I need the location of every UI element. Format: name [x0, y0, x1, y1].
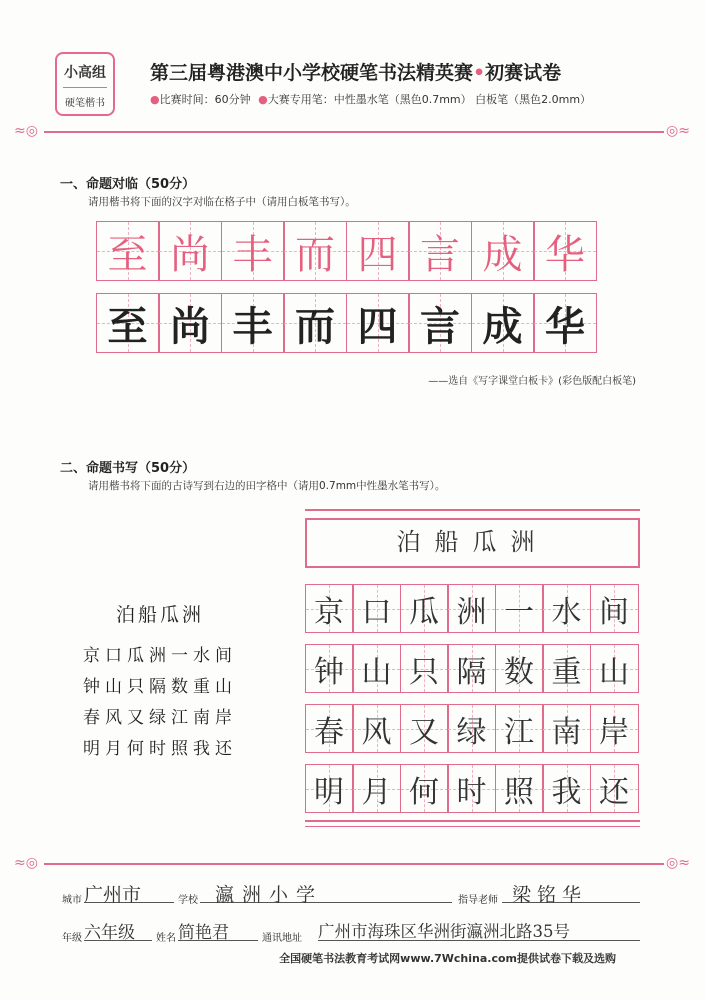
written-char: 一: [504, 594, 534, 630]
swirl-ornament-icon: ◎≈: [666, 123, 690, 139]
model-char-row: [97, 221, 597, 281]
group-label: 小高组: [64, 65, 106, 81]
poem-grid-bottom-rule-thin: [305, 826, 640, 827]
written-char: 还: [599, 774, 629, 810]
written-char: 春: [314, 714, 344, 750]
copied-char: 言: [420, 302, 460, 350]
grid-cell: [221, 221, 285, 281]
poem-grid-cell: [495, 704, 544, 753]
grade-value: 六年级: [84, 923, 135, 943]
poem-grid-cell: [590, 584, 639, 633]
copied-char: 华: [545, 302, 585, 350]
section2-heading: 二、命题书写（50分）: [60, 461, 196, 476]
poem-grid-cell: [352, 704, 401, 753]
grid-cell: [408, 221, 472, 281]
grid-cell: [346, 293, 410, 353]
grid-cell: [471, 293, 535, 353]
exam-info: ●比赛时间：60分钟 ●大赛专用笔：中性墨水笔（黑色0.7mm） 白板笔（黑色2.0mm）: [150, 93, 592, 106]
teacher-field[interactable]: [502, 880, 640, 906]
poem-grid-bottom-rule: [305, 820, 640, 822]
poem-grid-cell: [305, 704, 354, 753]
group-sub-label: 硬笔楷书: [65, 98, 105, 109]
pen-info: 大赛专用笔：中性墨水笔（黑色0.7mm） 白板笔（黑色2.0mm）: [267, 93, 592, 106]
poem-grid-row: [306, 764, 639, 813]
poem-line: 春风又绿江南岸: [83, 708, 237, 728]
poem-grid-top-rule: [305, 509, 640, 511]
poem-grid-cell: [305, 644, 354, 693]
poem-grid-row: [306, 644, 639, 693]
poem-grid-cell: [305, 584, 354, 633]
address-field[interactable]: [318, 918, 640, 941]
grid-cell: [283, 293, 347, 353]
written-char: 重: [551, 654, 582, 690]
address-value: 广州市海珠区华洲街瀛洲北路35号: [318, 922, 570, 941]
title-dot: •: [473, 62, 486, 84]
copied-char: 丰: [232, 302, 273, 350]
poem-grid-cell: [590, 704, 639, 753]
poem-grid-cell: [542, 644, 591, 693]
written-char: 何: [409, 774, 439, 810]
name-label: 姓名: [156, 933, 176, 944]
swirl-ornament-icon: ≈◎: [14, 855, 38, 871]
copied-char-row: [97, 293, 597, 353]
city-field[interactable]: [84, 880, 174, 906]
written-char: 隔: [456, 654, 487, 690]
grid-cell: [533, 293, 597, 353]
poem-line: 京口瓜洲一水间: [83, 646, 237, 666]
written-char: 口: [361, 594, 392, 630]
grid-cell: [96, 293, 160, 353]
grid-cell: [96, 221, 160, 281]
title-suffix: 初赛试卷: [485, 62, 562, 84]
copied-char: 尚: [170, 302, 210, 350]
poem-grid-cell: [447, 584, 496, 633]
poem-title: 泊船瓜洲: [115, 604, 204, 626]
bottom-divider: [44, 863, 664, 865]
poem-grid-cell: [495, 584, 544, 633]
model-poem: [60, 600, 260, 765]
copied-char: 而: [295, 302, 335, 350]
poem-grid-cell: [400, 644, 449, 693]
grid-cell: [533, 221, 597, 281]
poem-grid-cell: [352, 644, 401, 693]
poem-grid-cell: [400, 704, 449, 753]
written-char: 洲: [456, 594, 487, 630]
grid-cell: [221, 293, 285, 353]
copied-char: 四: [357, 302, 398, 350]
written-char: 山: [599, 654, 629, 690]
written-char: 京: [314, 594, 344, 630]
source-note: ——选自《写字课堂白板卡》(彩色版配白板笔): [428, 376, 636, 387]
time-info: 比赛时间：60分钟: [159, 93, 251, 106]
teacher-value: 梁铭华: [512, 884, 588, 906]
poem-grid-cell: [542, 704, 591, 753]
poem-grid-cell: [352, 764, 401, 813]
written-char: 岸: [599, 714, 629, 750]
school-label: 学校: [178, 895, 198, 906]
page-title: 第三届粤港澳中小学校硬笔书法精英赛•初赛试卷: [150, 62, 562, 84]
written-poem-title: 泊船瓜洲: [305, 518, 640, 568]
written-char: 绿: [456, 714, 487, 750]
poem-grid-cell: [447, 764, 496, 813]
written-char: 水: [551, 594, 582, 630]
poem-grid-cell: [305, 764, 354, 813]
model-char: 尚: [170, 231, 210, 278]
poem-grid-cell: [495, 764, 544, 813]
model-char: 华: [545, 231, 585, 278]
written-char: 又: [409, 714, 439, 750]
written-char: 明: [314, 774, 344, 810]
section1-heading: 一、命题对临（50分）: [60, 177, 196, 192]
grid-cell: [158, 293, 222, 353]
grid-cell: [471, 221, 535, 281]
poem-line: 钟山只隔数重山: [83, 677, 237, 697]
poem-grid-cell: [542, 764, 591, 813]
poem-grid-row: [306, 704, 639, 753]
poem-grid-cell: [495, 644, 544, 693]
model-char: 丰: [232, 231, 273, 278]
grid-cell: [346, 221, 410, 281]
section1-instruction: 请用楷书将下面的汉字对临在格子中（请用白板笔书写）。: [88, 196, 356, 208]
name-value: 简艳君: [178, 923, 229, 943]
model-char: 言: [420, 231, 460, 278]
school-value: 瀛洲小学: [215, 884, 324, 906]
poem-grid-cell: [447, 644, 496, 693]
grade-label: 年级: [62, 933, 82, 944]
poem-grid-cell: [400, 584, 449, 633]
teacher-label: 指导老师: [458, 895, 498, 906]
school-field[interactable]: [200, 880, 452, 906]
written-char: 山: [361, 654, 392, 690]
written-char: 南: [551, 714, 582, 750]
written-char: 我: [551, 774, 582, 810]
address-label: 通讯地址: [262, 933, 302, 944]
model-char: 成: [482, 231, 523, 278]
poem-grid-cell: [352, 584, 401, 633]
written-char: 瓜: [409, 594, 439, 630]
footer-note: 全国硬笔书法教育考试网www.7Wchina.com提供试卷下载及选购: [279, 952, 616, 965]
name-field[interactable]: [178, 918, 258, 941]
model-char: 而: [295, 231, 335, 278]
model-char: 至: [107, 231, 148, 278]
written-char: 间: [599, 594, 629, 630]
city-value: 广州市: [84, 884, 142, 906]
grid-cell: [408, 293, 472, 353]
poem-grid-cell: [590, 644, 639, 693]
written-char: 数: [504, 654, 534, 690]
poem-grid-cell: [542, 584, 591, 633]
swirl-ornament-icon: ◎≈: [666, 855, 690, 871]
city-label: 城市: [62, 895, 82, 906]
written-char: 江: [504, 714, 534, 750]
poem-grid-cell: [447, 704, 496, 753]
section2-instruction: 请用楷书将下面的古诗写到右边的田字格中（请用0.7mm中性墨水笔书写）。: [88, 480, 446, 492]
poem-line: 明月何时照我还: [83, 739, 237, 759]
poem-grid-row: [306, 584, 639, 633]
written-char: 照: [504, 774, 534, 810]
written-char: 时: [456, 774, 487, 810]
copied-char: 成: [482, 302, 523, 350]
poem-grid-cell: [400, 764, 449, 813]
poem-grid-cell: [590, 764, 639, 813]
swirl-ornament-icon: ≈◎: [14, 123, 38, 139]
written-char: 只: [409, 654, 439, 690]
model-char: 四: [357, 231, 398, 278]
top-divider: [44, 131, 664, 133]
group-badge: [55, 52, 115, 116]
grade-field[interactable]: [84, 918, 152, 941]
copied-char: 至: [107, 302, 148, 350]
written-char: 钟: [314, 654, 344, 690]
grid-cell: [158, 221, 222, 281]
grid-cell: [283, 221, 347, 281]
written-char: 月: [361, 774, 392, 810]
written-char: 风: [361, 714, 392, 750]
